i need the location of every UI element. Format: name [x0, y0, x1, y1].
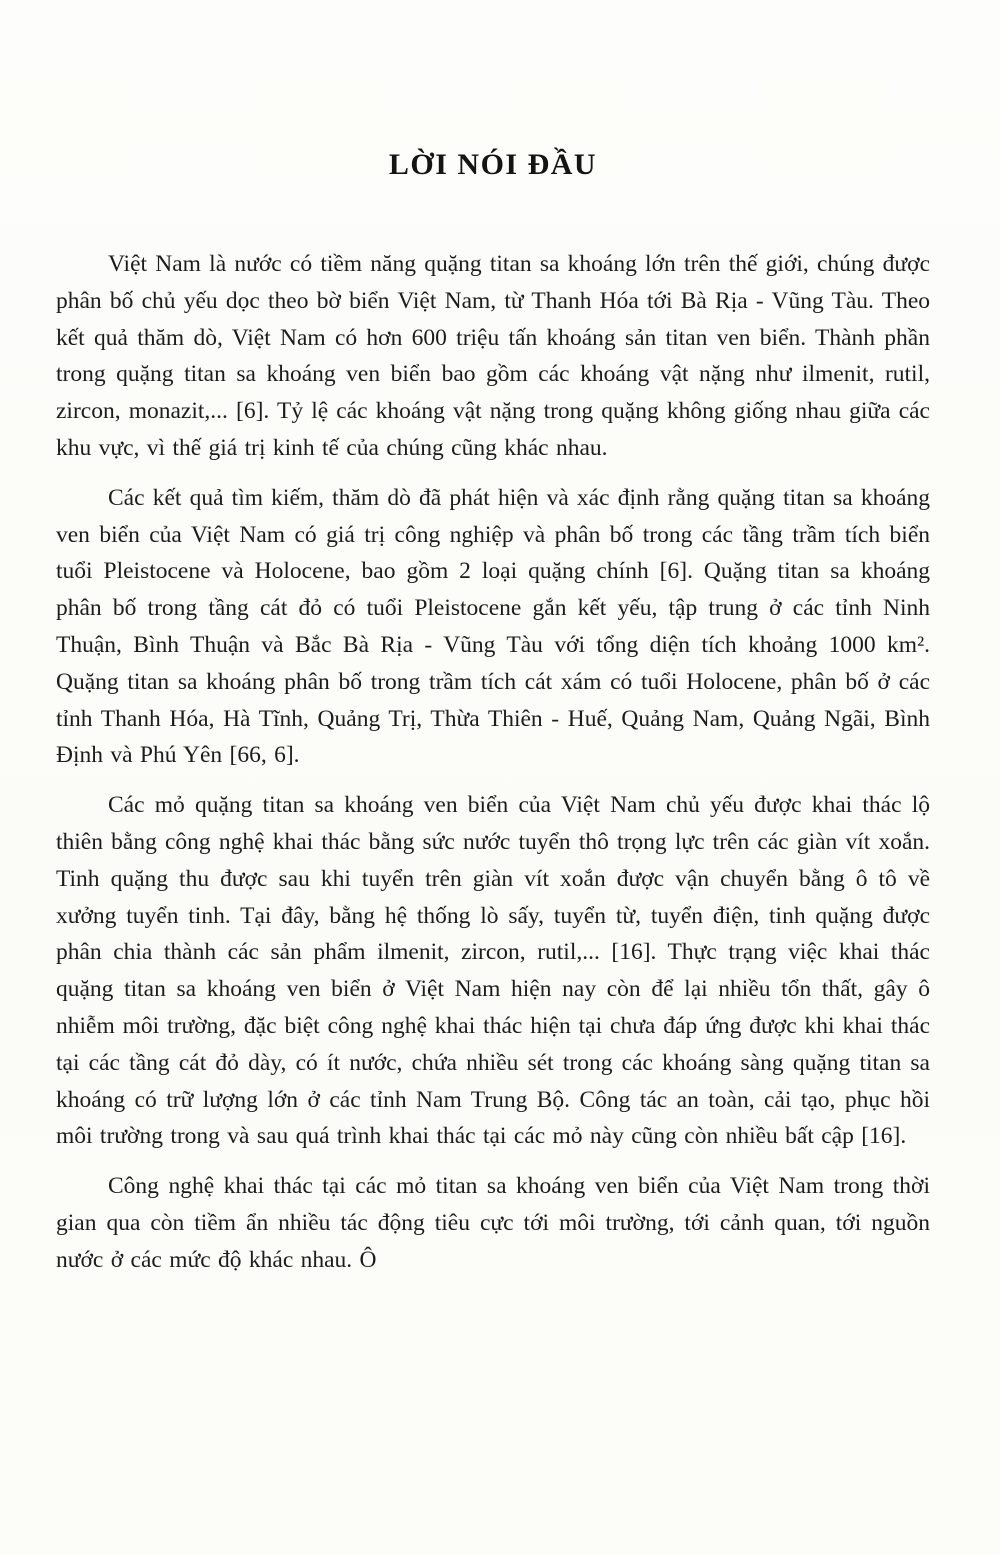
paragraph-ore-distribution: Các kết quả tìm kiếm, thăm dò đã phát hiện và xác định rằng quặng titan sa khoáng ven biển của Việt Nam có giá trị công nghiệp và phân bố trong các tầng trầm tích biển tuổi Pleistocene và Holocene, bao gồm 2 loại quặng chính [6]. Quặng titan sa khoáng phân bố trong tầng cát đỏ có tuổi Pleistocene gắn kết yếu, tập trung ở các tỉnh Ninh Thuận, Bình Thuận và Bắc Bà Rịa - Vũng Tàu với tổng diện tích khoảng 1000 km². Quặng titan sa khoáng phân bố trong trầm tích cát xám có tuổi Holocene, phân bố ở các tỉnh Thanh Hóa, Hà Tĩnh, Quảng Trị, Thừa Thiên - Huế, Quảng Nam, Quảng Ngãi, Bình Định và Phú Yên [66, 6].	[56, 484, 930, 769]
paragraph-mining-technology: Các mỏ quặng titan sa khoáng ven biển của Việt Nam chủ yếu được khai thác lộ thiên bằng công nghệ khai thác bằng sức nước tuyển thô trọng lực trên các giàn vít xoắn. Tinh quặng thu được sau khi tuyển trên giàn vít xoắn được vận chuyển bằng ô tô về xưởng tuyển tinh. Tại đây, bằng hệ thống lò sấy, tuyển từ, tuyển điện, tinh quặng được phân chia thành các sản phẩm ilmenit, zircon, rutil,... [16]. Thực trạng việc khai thác quặng titan sa khoáng ven biển ở Việt Nam hiện nay còn để lại nhiều tổn thất, gây ô nhiễm môi trường, đặc biệt công nghệ khai thác hiện tại chưa đáp ứng được khi khai thác tại các tầng cát đỏ dày, có ít nước, chứa nhiều sét trong các khoáng sàng quặng titan sa khoáng có trữ lượng lớn ở các tỉnh Nam Trung Bộ. Công tác an toàn, cải tạo, phục hồi môi trường trong và sau quá trình khai thác tại các mỏ này cũng còn nhiều bất cập [16].	[56, 792, 930, 1150]
paragraph-environmental-impact: Công nghệ khai thác tại các mỏ titan sa khoáng ven biển của Việt Nam trong thời gian qua còn tiềm ẩn nhiều tác động tiêu cực tới môi trường, tới cảnh quan, tới nguồn nước ở các mức độ khác nhau. Ô	[56, 1173, 930, 1273]
page-title: LỜI NÓI ĐẦU	[388, 148, 598, 181]
paragraph-intro: Việt Nam là nước có tiềm năng quặng titan sa khoáng lớn trên thế giới, chúng được phân bố chủ yếu dọc theo bờ biển Việt Nam, từ Thanh Hóa tới Bà Rịa - Vũng Tàu. Theo kết quả thăm dò, Việt Nam có hơn 600 triệu tấn khoáng sản titan ven biển. Thành phần trong quặng titan sa khoáng ven biển bao gồm các khoáng vật nặng như ilmenit, rutil, zircon, monazit,... [6]. Tỷ lệ các khoáng vật nặng trong quặng không giống nhau giữa các khu vực, vì thế giá trị kinh tế của chúng cũng khác nhau.	[56, 251, 930, 461]
